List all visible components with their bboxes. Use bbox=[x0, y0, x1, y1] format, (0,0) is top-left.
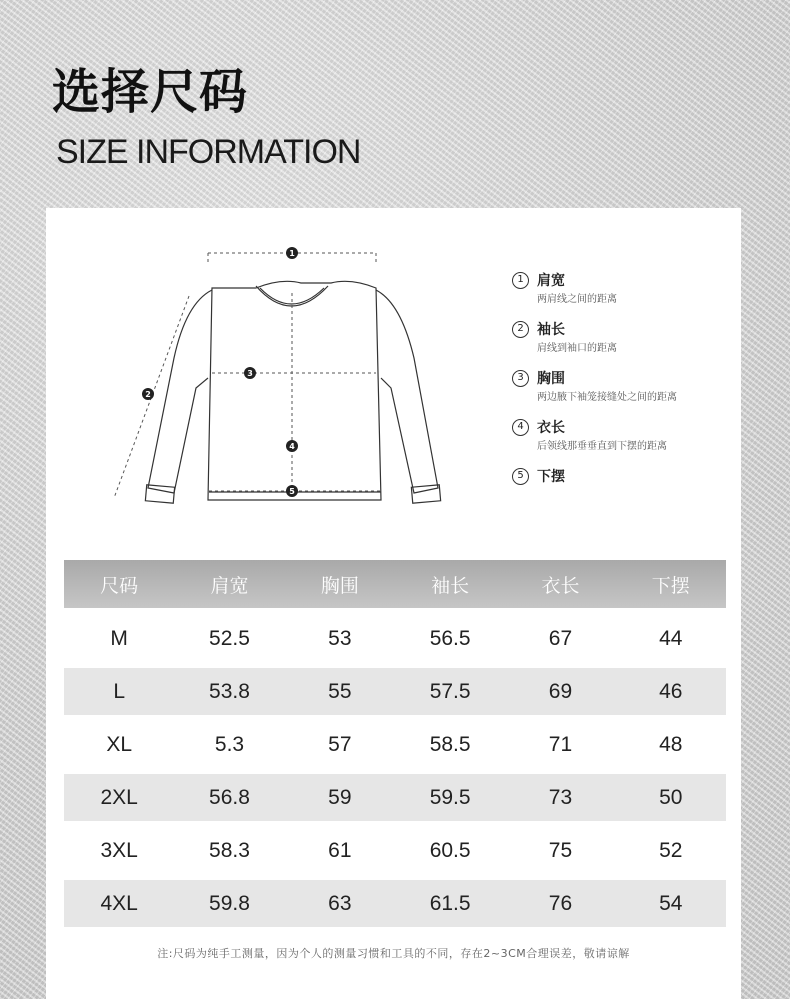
svg-text:2: 2 bbox=[145, 390, 151, 399]
table-row bbox=[64, 824, 726, 877]
table-cell: 52 bbox=[659, 838, 683, 862]
table-cell: 61.5 bbox=[429, 891, 471, 915]
legend-title: 肩宽 bbox=[537, 273, 565, 289]
garment-diagram bbox=[46, 208, 741, 558]
table-cell: 75 bbox=[548, 838, 573, 862]
table-cell: 58.5 bbox=[429, 732, 471, 756]
legend-desc: 后领线那垂垂直到下摆的距离 bbox=[537, 441, 667, 452]
legend-item-sleeve bbox=[512, 319, 712, 356]
table-row bbox=[64, 718, 726, 771]
header-cell: 胸围 bbox=[320, 574, 359, 597]
legend-title: 下摆 bbox=[537, 469, 565, 485]
table-cell: 52.5 bbox=[209, 626, 250, 650]
legend-number: 4 bbox=[512, 419, 529, 436]
legend-desc: 两边腋下袖笼接缝处之间的距离 bbox=[537, 392, 677, 403]
table-cell: 69 bbox=[548, 679, 573, 703]
page-subtitle: SIZE INFORMATION bbox=[56, 133, 361, 171]
table-cell: 53 bbox=[328, 626, 352, 650]
table-cell: 53.8 bbox=[209, 679, 250, 703]
table-cell: XL bbox=[106, 732, 132, 756]
legend-desc: 两肩线之间的距离 bbox=[537, 294, 617, 305]
legend-title: 胸围 bbox=[537, 371, 565, 387]
marker-4-icon bbox=[286, 440, 298, 452]
table-cell: L bbox=[113, 679, 125, 703]
legend-item-chest bbox=[512, 368, 712, 405]
table-cell: 58.3 bbox=[209, 838, 250, 862]
table-cell: 76 bbox=[548, 891, 573, 915]
table-cell: 73 bbox=[548, 785, 573, 809]
legend-number: 5 bbox=[512, 468, 529, 485]
marker-5-icon bbox=[286, 485, 298, 497]
marker-2-icon bbox=[142, 388, 154, 400]
table-cell: 59 bbox=[328, 785, 352, 809]
table-cell: 2XL bbox=[100, 785, 138, 809]
header-cell: 衣长 bbox=[541, 574, 580, 597]
legend-item-shoulder bbox=[512, 270, 712, 307]
table-cell: 63 bbox=[328, 891, 352, 915]
table-cell: M bbox=[110, 626, 128, 650]
svg-text:3: 3 bbox=[247, 369, 253, 378]
table-cell: 57.5 bbox=[429, 679, 471, 703]
table-cell: 44 bbox=[659, 626, 683, 650]
table-row bbox=[64, 668, 726, 715]
marker-3-icon bbox=[244, 367, 256, 379]
table-cell: 48 bbox=[659, 732, 683, 756]
table-row bbox=[64, 774, 726, 821]
table-cell: 57 bbox=[328, 732, 352, 756]
table-cell: 55 bbox=[328, 679, 352, 703]
table-cell: 71 bbox=[548, 732, 573, 756]
header-cell: 肩宽 bbox=[210, 574, 249, 597]
page-title: 选择尺码 bbox=[52, 64, 249, 120]
marker-1-icon bbox=[286, 247, 298, 259]
table-cell: 46 bbox=[659, 679, 683, 703]
table-cell: 56.8 bbox=[209, 785, 250, 809]
footnote: 注:尺码为纯手工测量，因为个人的测量习惯和工具的不同，存在2~3CM合理误差，敬请谅解 bbox=[157, 947, 630, 960]
legend-title: 衣长 bbox=[537, 420, 565, 436]
measurement-legend bbox=[512, 270, 712, 498]
table-cell: 3XL bbox=[100, 838, 138, 862]
legend-desc: 肩线到袖口的距离 bbox=[537, 343, 617, 354]
legend-item-length bbox=[512, 417, 712, 454]
svg-text:1: 1 bbox=[289, 249, 295, 258]
table-cell: 60.5 bbox=[429, 838, 471, 862]
header-cell: 袖长 bbox=[431, 574, 470, 597]
table-row bbox=[64, 880, 726, 927]
table-cell: 50 bbox=[659, 785, 683, 809]
svg-text:5: 5 bbox=[289, 487, 295, 496]
size-table bbox=[64, 560, 726, 930]
legend-number: 1 bbox=[512, 272, 529, 289]
legend-item-hem bbox=[512, 466, 712, 486]
table-cell: 59.8 bbox=[209, 891, 250, 915]
size-card bbox=[46, 208, 741, 999]
legend-number: 3 bbox=[512, 370, 529, 387]
legend-title: 袖长 bbox=[537, 322, 565, 338]
header-cell: 下摆 bbox=[651, 574, 690, 597]
table-header bbox=[64, 560, 726, 608]
header-cell: 尺码 bbox=[100, 574, 139, 597]
table-row bbox=[64, 612, 726, 665]
table-cell: 4XL bbox=[100, 891, 138, 915]
legend-number: 2 bbox=[512, 321, 529, 338]
table-cell: 5.3 bbox=[214, 732, 245, 756]
table-cell: 61 bbox=[328, 838, 352, 862]
table-cell: 56.5 bbox=[429, 626, 471, 650]
table-cell: 54 bbox=[659, 891, 683, 915]
table-cell: 59.5 bbox=[429, 785, 471, 809]
table-cell: 67 bbox=[548, 626, 573, 650]
svg-text:4: 4 bbox=[289, 442, 295, 451]
